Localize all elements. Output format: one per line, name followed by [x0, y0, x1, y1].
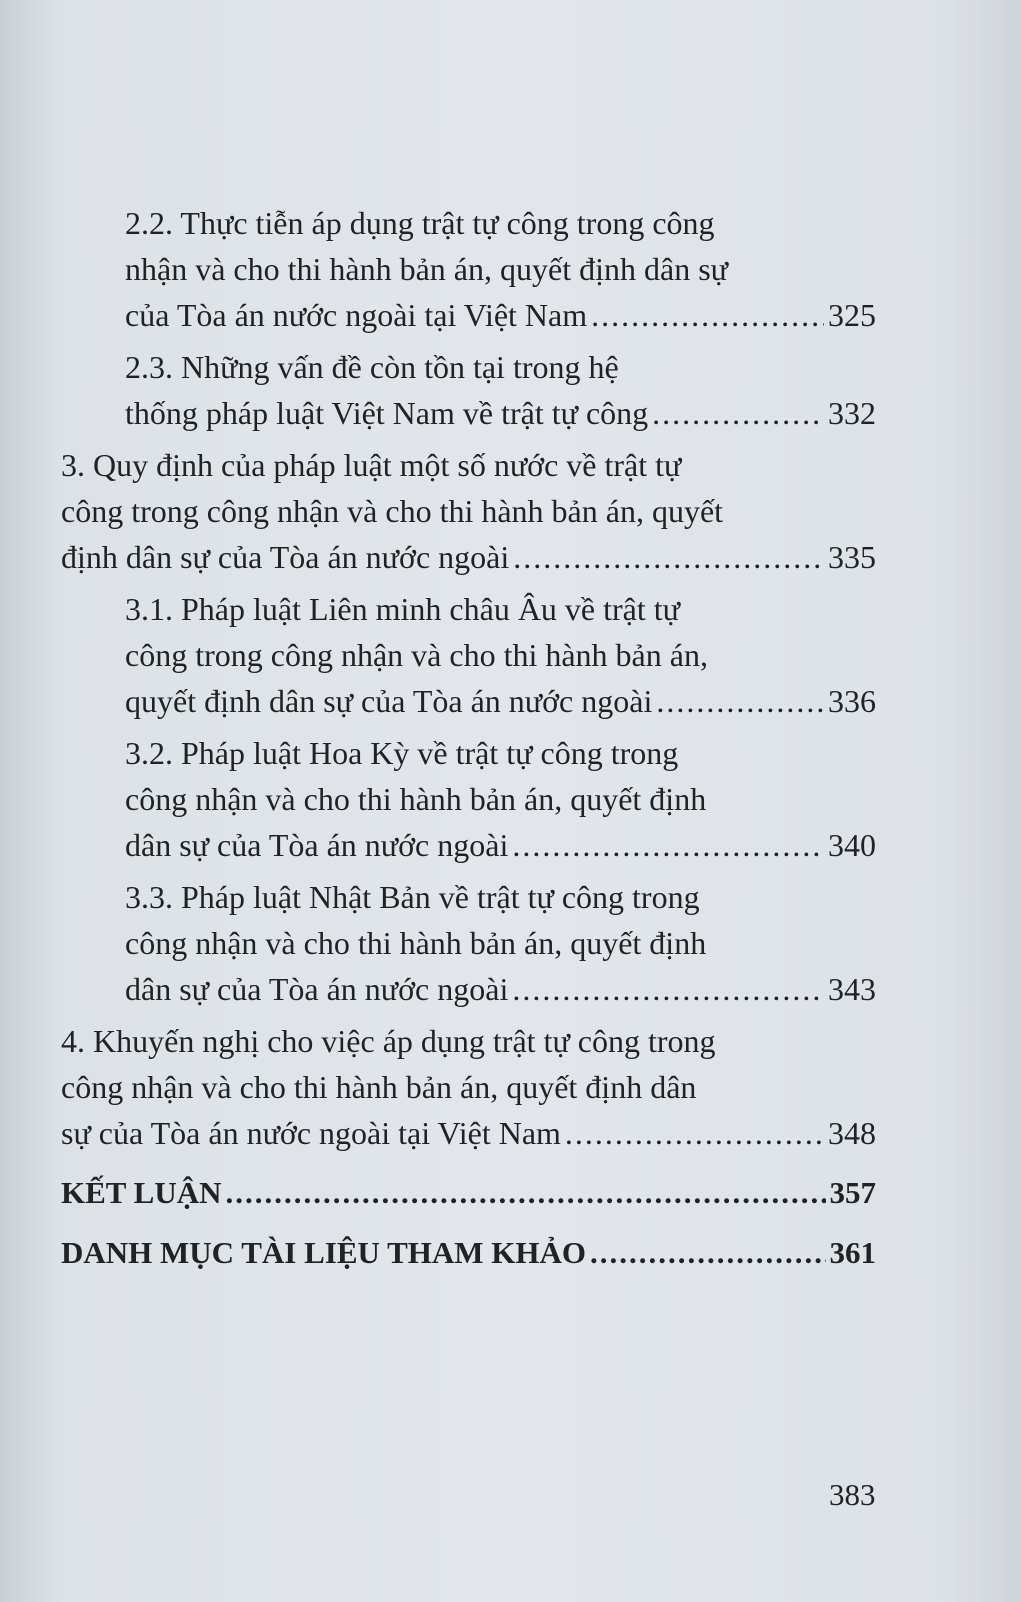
toc-entry	[125, 200, 876, 338]
toc-entry	[125, 874, 876, 1012]
toc-entry-title: định dân sự của Tòa án nước ngoài	[61, 539, 510, 575]
toc-entry-page: 340	[828, 827, 876, 863]
toc-entry-line: 3. Quy định của pháp luật một số nước về trật tự	[61, 447, 682, 483]
toc-entry-line: 3.1. Pháp luật Liên minh châu Âu về trật tự	[125, 591, 680, 627]
toc-entry-line: 3.2. Pháp luật Hoa Kỳ về trật tự công trong	[125, 735, 679, 771]
dot-leader	[652, 390, 824, 436]
toc-entry-page: 348	[828, 1115, 876, 1151]
toc-entry-line: công nhận và cho thi hành bản án, quyết định	[125, 781, 707, 817]
toc-entry-page: 325	[828, 297, 876, 333]
toc-entry	[61, 1230, 876, 1276]
toc-entry	[61, 442, 876, 580]
toc-entry	[125, 730, 876, 868]
toc-entry-title: dân sự của Tòa án nước ngoài	[125, 971, 509, 1007]
toc-entry-last-line	[125, 678, 876, 724]
toc-entry	[125, 344, 876, 436]
toc-entry-page: 336	[828, 683, 876, 719]
toc-entry-last-line	[125, 292, 876, 338]
toc-entry-line: 3.3. Pháp luật Nhật Bản về trật tự công trong	[125, 879, 700, 915]
toc-entry-line: 4. Khuyến nghị cho việc áp dụng trật tự công trong	[61, 1023, 716, 1059]
page-number: 383	[829, 1477, 876, 1512]
toc-entry-line: công trong công nhận và cho thi hành bản án, quyết	[61, 493, 724, 529]
toc-entry-last-line	[61, 1230, 876, 1276]
table-of-contents	[0, 200, 1021, 1282]
toc-entry-last-line	[125, 966, 876, 1012]
toc-entry-last-line	[61, 1110, 876, 1156]
toc-entry-title: sự của Tòa án nước ngoài tại Việt Nam	[61, 1115, 561, 1151]
toc-entry-line: 2.2. Thực tiễn áp dụng trật tự công trong công	[125, 205, 715, 241]
toc-entry-page: 357	[829, 1175, 876, 1210]
dot-leader	[565, 1110, 824, 1156]
toc-entry	[125, 586, 876, 724]
dot-leader	[512, 966, 824, 1012]
toc-entry-line: công trong công nhận và cho thi hành bản án,	[125, 637, 708, 673]
toc-entry-page: 361	[829, 1235, 876, 1270]
toc-entry-title: quyết định dân sự của Tòa án nước ngoài	[125, 683, 653, 719]
toc-entry-page: 335	[828, 539, 876, 575]
toc-entry-title: KẾT LUẬN	[61, 1175, 222, 1210]
toc-entry	[61, 1170, 876, 1216]
toc-entry-title: của Tòa án nước ngoài tại Việt Nam	[125, 297, 588, 333]
toc-entry-title: dân sự của Tòa án nước ngoài	[125, 827, 509, 863]
toc-entry-line: nhận và cho thi hành bản án, quyết định dân sự	[125, 251, 728, 287]
dot-leader	[513, 534, 824, 580]
dot-leader	[591, 292, 824, 338]
toc-entry	[61, 1018, 876, 1156]
toc-entry-last-line	[61, 1170, 876, 1216]
toc-entry-line: công nhận và cho thi hành bản án, quyết định dân	[61, 1069, 697, 1105]
dot-leader	[590, 1230, 825, 1276]
toc-entry-line: công nhận và cho thi hành bản án, quyết định	[125, 925, 707, 961]
toc-entry-title: DANH MỤC TÀI LIỆU THAM KHẢO	[61, 1235, 587, 1270]
toc-entry-page: 332	[828, 395, 876, 431]
toc-entry-line: 2.3. Những vấn đề còn tồn tại trong hệ	[125, 349, 619, 385]
toc-entry-last-line	[125, 390, 876, 436]
dot-leader	[656, 678, 824, 724]
dot-leader	[512, 822, 824, 868]
dot-leader	[226, 1170, 826, 1216]
toc-entry-last-line	[61, 534, 876, 580]
toc-entry-title: thống pháp luật Việt Nam về trật tự công	[125, 395, 649, 431]
toc-entry-last-line	[125, 822, 876, 868]
toc-entry-page: 343	[828, 971, 876, 1007]
